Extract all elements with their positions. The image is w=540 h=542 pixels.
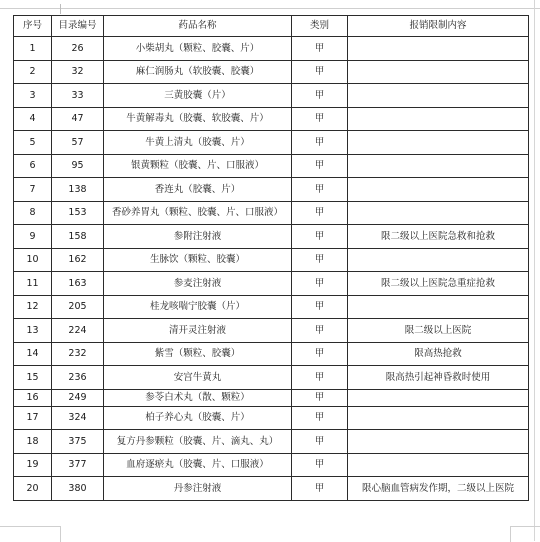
cell-code: 236	[52, 366, 104, 390]
table-row	[14, 107, 529, 131]
cell-name: 紫雪（颗粒、胶囊）	[104, 342, 292, 366]
table-row	[14, 389, 529, 406]
cell-name: 桂龙咳喘宁胶囊（片）	[104, 295, 292, 319]
cell-name: 安宫牛黄丸	[104, 366, 292, 390]
cell-seq: 10	[14, 248, 52, 272]
cell-seq: 17	[14, 406, 52, 430]
cell-category: 甲	[292, 178, 348, 202]
cell-code: 377	[52, 453, 104, 477]
table-row	[14, 406, 529, 430]
table-row	[14, 272, 529, 296]
cell-category: 甲	[292, 131, 348, 155]
page-margin-mark	[60, 4, 61, 14]
cell-name: 麻仁润肠丸（软胶囊、胶囊）	[104, 60, 292, 84]
cell-code: 158	[52, 225, 104, 249]
cell-name: 银黄颗粒（胶囊、片、口服液）	[104, 154, 292, 178]
table-row	[14, 178, 529, 202]
cell-code: 26	[52, 37, 104, 61]
table-row	[14, 453, 529, 477]
cell-code: 232	[52, 342, 104, 366]
header-category: 类别	[292, 16, 348, 37]
cell-name: 清开灵注射液	[104, 319, 292, 343]
cell-code: 380	[52, 477, 104, 501]
cell-restriction: 限高热抢救	[348, 342, 529, 366]
cell-category: 甲	[292, 84, 348, 108]
cell-category: 甲	[292, 225, 348, 249]
cell-seq: 5	[14, 131, 52, 155]
table-row	[14, 60, 529, 84]
cell-code: 57	[52, 131, 104, 155]
cell-name: 生脉饮（颗粒、胶囊）	[104, 248, 292, 272]
cell-category: 甲	[292, 248, 348, 272]
cell-seq: 1	[14, 37, 52, 61]
cell-seq: 12	[14, 295, 52, 319]
table-row	[14, 295, 529, 319]
cell-restriction: 限二级以上医院急救和抢救	[348, 225, 529, 249]
table-row	[14, 342, 529, 366]
cell-name: 复方丹参颗粒（胶囊、片、滴丸、丸）	[104, 430, 292, 454]
table-row	[14, 366, 529, 390]
cell-category: 甲	[292, 37, 348, 61]
cell-category: 甲	[292, 319, 348, 343]
cell-restriction	[348, 295, 529, 319]
cell-restriction	[348, 453, 529, 477]
cell-seq: 13	[14, 319, 52, 343]
cell-restriction	[348, 248, 529, 272]
cell-seq: 19	[14, 453, 52, 477]
cell-code: 163	[52, 272, 104, 296]
cell-seq: 2	[14, 60, 52, 84]
cell-seq: 3	[14, 84, 52, 108]
cell-category: 甲	[292, 60, 348, 84]
cell-name: 柏子养心丸（胶囊、片）	[104, 406, 292, 430]
cell-seq: 9	[14, 225, 52, 249]
header-restriction: 报销限制内容	[348, 16, 529, 37]
header-seq: 序号	[14, 16, 52, 37]
cell-category: 甲	[292, 201, 348, 225]
cell-code: 375	[52, 430, 104, 454]
cell-code: 162	[52, 248, 104, 272]
table-row	[14, 248, 529, 272]
cell-restriction	[348, 201, 529, 225]
page-bottom-right-guide	[510, 526, 540, 542]
page-bottom-left-guide	[0, 526, 61, 542]
table-row	[14, 37, 529, 61]
cell-code: 224	[52, 319, 104, 343]
drug-reimbursement-table	[13, 15, 529, 501]
cell-category: 甲	[292, 154, 348, 178]
cell-restriction	[348, 60, 529, 84]
cell-seq: 20	[14, 477, 52, 501]
cell-restriction	[348, 178, 529, 202]
cell-category: 甲	[292, 295, 348, 319]
cell-seq: 4	[14, 107, 52, 131]
cell-category: 甲	[292, 406, 348, 430]
page-right-guide	[534, 0, 535, 541]
cell-name: 三黄胶囊（片）	[104, 84, 292, 108]
cell-category: 甲	[292, 272, 348, 296]
cell-category: 甲	[292, 389, 348, 406]
cell-name: 参附注射液	[104, 225, 292, 249]
cell-restriction	[348, 430, 529, 454]
cell-code: 138	[52, 178, 104, 202]
table-header-row	[14, 16, 529, 37]
cell-seq: 16	[14, 389, 52, 406]
cell-restriction	[348, 84, 529, 108]
cell-code: 95	[52, 154, 104, 178]
cell-restriction: 限高热引起神昏救时使用	[348, 366, 529, 390]
cell-seq: 18	[14, 430, 52, 454]
page-top-guide	[0, 8, 540, 9]
cell-category: 甲	[292, 430, 348, 454]
cell-name: 参麦注射液	[104, 272, 292, 296]
header-code: 目录编号	[52, 16, 104, 37]
cell-name: 香砂养胃丸（颗粒、胶囊、片、口服液）	[104, 201, 292, 225]
table-row	[14, 84, 529, 108]
cell-name: 牛黄上清丸（胶囊、片）	[104, 131, 292, 155]
cell-code: 32	[52, 60, 104, 84]
cell-restriction	[348, 406, 529, 430]
cell-name: 参苓白术丸（散、颗粒）	[104, 389, 292, 406]
cell-category: 甲	[292, 453, 348, 477]
table-row	[14, 201, 529, 225]
cell-seq: 7	[14, 178, 52, 202]
cell-name: 丹参注射液	[104, 477, 292, 501]
table-row	[14, 154, 529, 178]
cell-code: 205	[52, 295, 104, 319]
header-name: 药品名称	[104, 16, 292, 37]
cell-name: 香连丸（胶囊、片）	[104, 178, 292, 202]
cell-name: 小柴胡丸（颗粒、胶囊、片）	[104, 37, 292, 61]
cell-name: 牛黄解毒丸（胶囊、软胶囊、片）	[104, 107, 292, 131]
cell-seq: 14	[14, 342, 52, 366]
cell-code: 47	[52, 107, 104, 131]
cell-name: 血府逐瘀丸（胶囊、片、口服液）	[104, 453, 292, 477]
cell-restriction	[348, 37, 529, 61]
cell-seq: 11	[14, 272, 52, 296]
table-row	[14, 225, 529, 249]
cell-seq: 6	[14, 154, 52, 178]
cell-category: 甲	[292, 477, 348, 501]
cell-restriction: 限二级以上医院	[348, 319, 529, 343]
table-row	[14, 477, 529, 501]
cell-restriction	[348, 131, 529, 155]
cell-seq: 8	[14, 201, 52, 225]
cell-category: 甲	[292, 366, 348, 390]
cell-restriction	[348, 389, 529, 406]
table-row	[14, 319, 529, 343]
cell-code: 324	[52, 406, 104, 430]
table-row	[14, 131, 529, 155]
cell-restriction: 限二级以上医院急重症抢救	[348, 272, 529, 296]
cell-code: 33	[52, 84, 104, 108]
cell-seq: 15	[14, 366, 52, 390]
cell-restriction	[348, 154, 529, 178]
cell-category: 甲	[292, 107, 348, 131]
cell-code: 153	[52, 201, 104, 225]
cell-code: 249	[52, 389, 104, 406]
table-row	[14, 430, 529, 454]
cell-restriction: 限心脑血管病发作期，二级以上医院	[348, 477, 529, 501]
cell-category: 甲	[292, 342, 348, 366]
cell-restriction	[348, 107, 529, 131]
